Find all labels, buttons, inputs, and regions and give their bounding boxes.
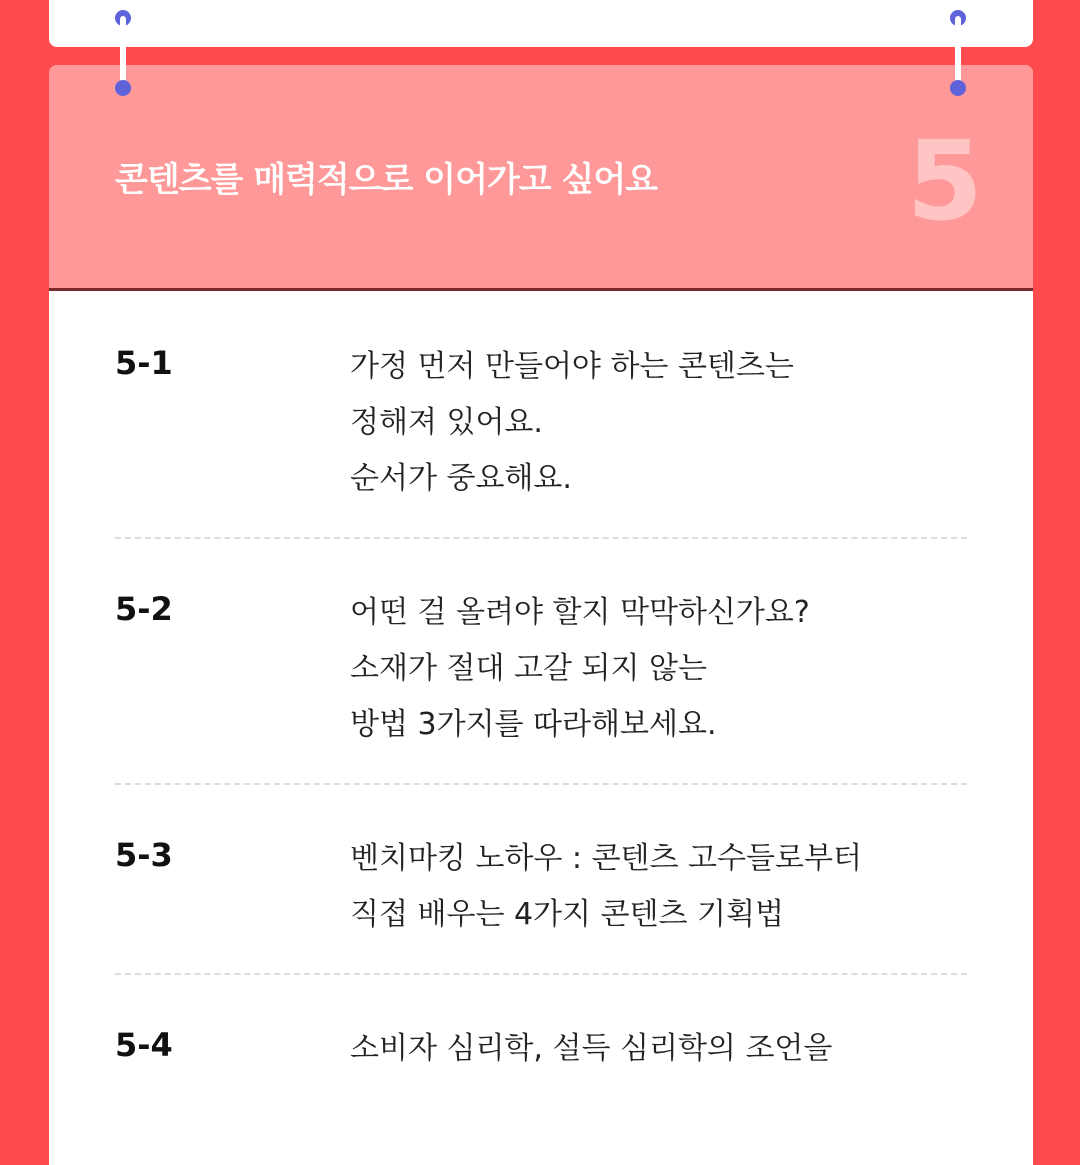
card-header: [49, 65, 1033, 291]
divider: [115, 783, 967, 785]
item-line: 가정 먼저 만들어야 하는 콘텐츠는: [350, 349, 794, 384]
item-line: 순서가 중요해요.: [350, 461, 572, 496]
item-text: [350, 831, 862, 943]
card-title: 콘텐츠를 매력적으로 이어가고 싶어요: [115, 160, 658, 200]
item-line: 벤치마킹 노하우 : 콘텐츠 고수들로부터: [350, 841, 862, 876]
item-line: 정해져 있어요.: [350, 405, 543, 440]
item-text: [350, 1021, 832, 1077]
item-number: 5-3: [115, 836, 173, 874]
item-line: 직접 배우는 4가지 콘텐츠 기획법: [350, 897, 784, 932]
item-line: 소재가 절대 고갈 되지 않는: [350, 651, 707, 686]
item-line: 소비자 심리학, 설득 심리학의 조언을: [350, 1031, 833, 1066]
item-line: 방법 3가지를 따라해보세요.: [350, 707, 717, 742]
curriculum-card: [49, 65, 1033, 1165]
item-number: 5-4: [115, 1026, 173, 1064]
item-line: 어떤 걸 올려야 할지 막막하신가요?: [350, 595, 810, 630]
divider: [115, 973, 967, 975]
card-number: 5: [906, 117, 983, 245]
previous-card: [49, 0, 1033, 47]
binder-ring-icon: [948, 10, 968, 92]
previous-card-text: [49, 0, 1033, 2]
divider: [115, 537, 967, 539]
binder-ring-icon: [113, 10, 133, 92]
item-number: 5-1: [115, 344, 173, 382]
item-number: 5-2: [115, 590, 173, 628]
item-text: [350, 339, 794, 507]
item-text: [350, 585, 810, 753]
